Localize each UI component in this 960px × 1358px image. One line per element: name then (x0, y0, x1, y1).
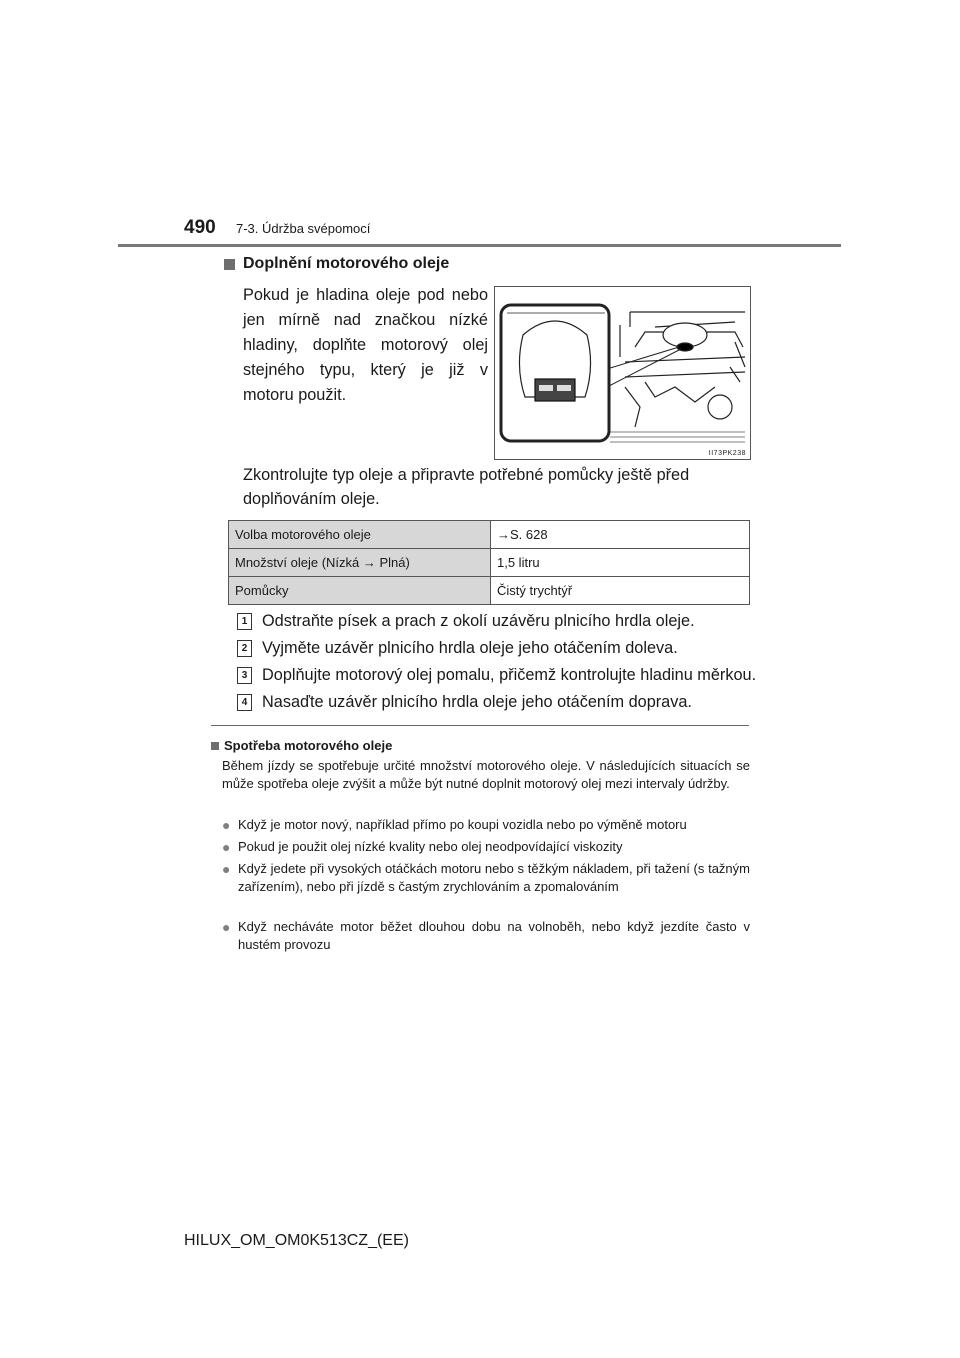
header-rule (118, 244, 841, 247)
step-text: Odstraňte písek a prach z okolí uzávěru plnicího hrdla oleje. (262, 612, 695, 630)
main-heading (224, 255, 449, 273)
list-item-text: Pokud je použit olej nízké kvality nebo olej neodpovídající viskozity (238, 839, 623, 854)
list-item (222, 816, 750, 834)
intro-paragraph: Pokud je hladina oleje pod nebo jen mírně nad značkou nízké hladiny, doplňte motorový olej stejného typu, který je již v motoru použit. (243, 286, 488, 404)
step-text: Doplňujte motorový olej pomalu, přičemž kontrolujte hladinu měrkou. (262, 666, 757, 684)
main-heading-text: Doplnění motorového oleje (243, 255, 450, 272)
table-value: 1,5 litru (491, 549, 750, 577)
notes-heading (211, 738, 392, 753)
bullet-dot-icon: ● (222, 817, 231, 833)
list-item-text: Když necháváte motor běžet dlouhou dobu na volnoběh, nebo když jezdíte často v hustém provozu (238, 919, 750, 952)
figure-code: II73PK238 (708, 450, 746, 457)
step-item (237, 693, 757, 712)
table-label: Pomůcky (229, 577, 491, 605)
table-label: Volba motorového oleje (229, 521, 491, 549)
table-row (229, 577, 750, 605)
table-value: Čistý trychtýř (491, 577, 750, 605)
notes-heading-text: Spotřeba motorového oleje (224, 738, 393, 753)
notes-paragraph: Během jízdy se spotřebuje určité množství motorového oleje. V následujících situacích se může spotřeba oleje zvýšit a může být nutné doplnit motorový olej mezi intervaly údržby. (222, 758, 750, 791)
engine-oil-cap-illustration (494, 286, 751, 460)
list-item-text: Když jedete při vysokých otáčkách motoru nebo s těžkým nákladem, při tažení (s tažným zařízením), nebo při jízdě s častým zrychlováním a zpomalováním (238, 861, 750, 894)
square-bullet-icon (211, 742, 219, 750)
bullet-dot-icon: ● (222, 861, 231, 877)
spec-table (228, 520, 750, 605)
step-text: Nasaďte uzávěr plnicího hrdla oleje jeho otáčením doprava. (262, 693, 692, 711)
step-number: 2 (237, 640, 252, 657)
square-bullet-icon (224, 259, 235, 270)
page-number: 490 (184, 217, 216, 238)
list-item (222, 918, 750, 954)
bullet-dot-icon: ● (222, 919, 231, 935)
table-row (229, 521, 750, 549)
check-paragraph: Zkontrolujte typ oleje a připravte potřebné pomůcky ještě před doplňováním oleje. (243, 466, 690, 508)
list-item-text: Když je motor nový, například přímo po koupi vozidla nebo po výměně motoru (238, 817, 687, 832)
step-text: Vyjměte uzávěr plnicího hrdla oleje jeho otáčením doleva. (262, 639, 678, 657)
table-label: Množství oleje (Nízká → Plná) (229, 549, 491, 577)
step-item (237, 639, 757, 658)
section-divider (211, 725, 749, 726)
step-item (237, 612, 757, 631)
list-item (222, 860, 750, 896)
table-row (229, 549, 750, 577)
table-value: →S. 628 (491, 521, 750, 549)
document-code: HILUX_OM_OM0K513CZ_(EE) (184, 1232, 409, 1249)
bullet-dot-icon: ● (222, 839, 231, 855)
list-item (222, 838, 750, 856)
step-number: 1 (237, 613, 252, 630)
step-number: 4 (237, 694, 252, 711)
section-title: 7-3. Údržba svépomocí (236, 221, 371, 236)
step-number: 3 (237, 667, 252, 684)
engine-bay-icon (495, 287, 750, 459)
step-item (237, 666, 757, 685)
